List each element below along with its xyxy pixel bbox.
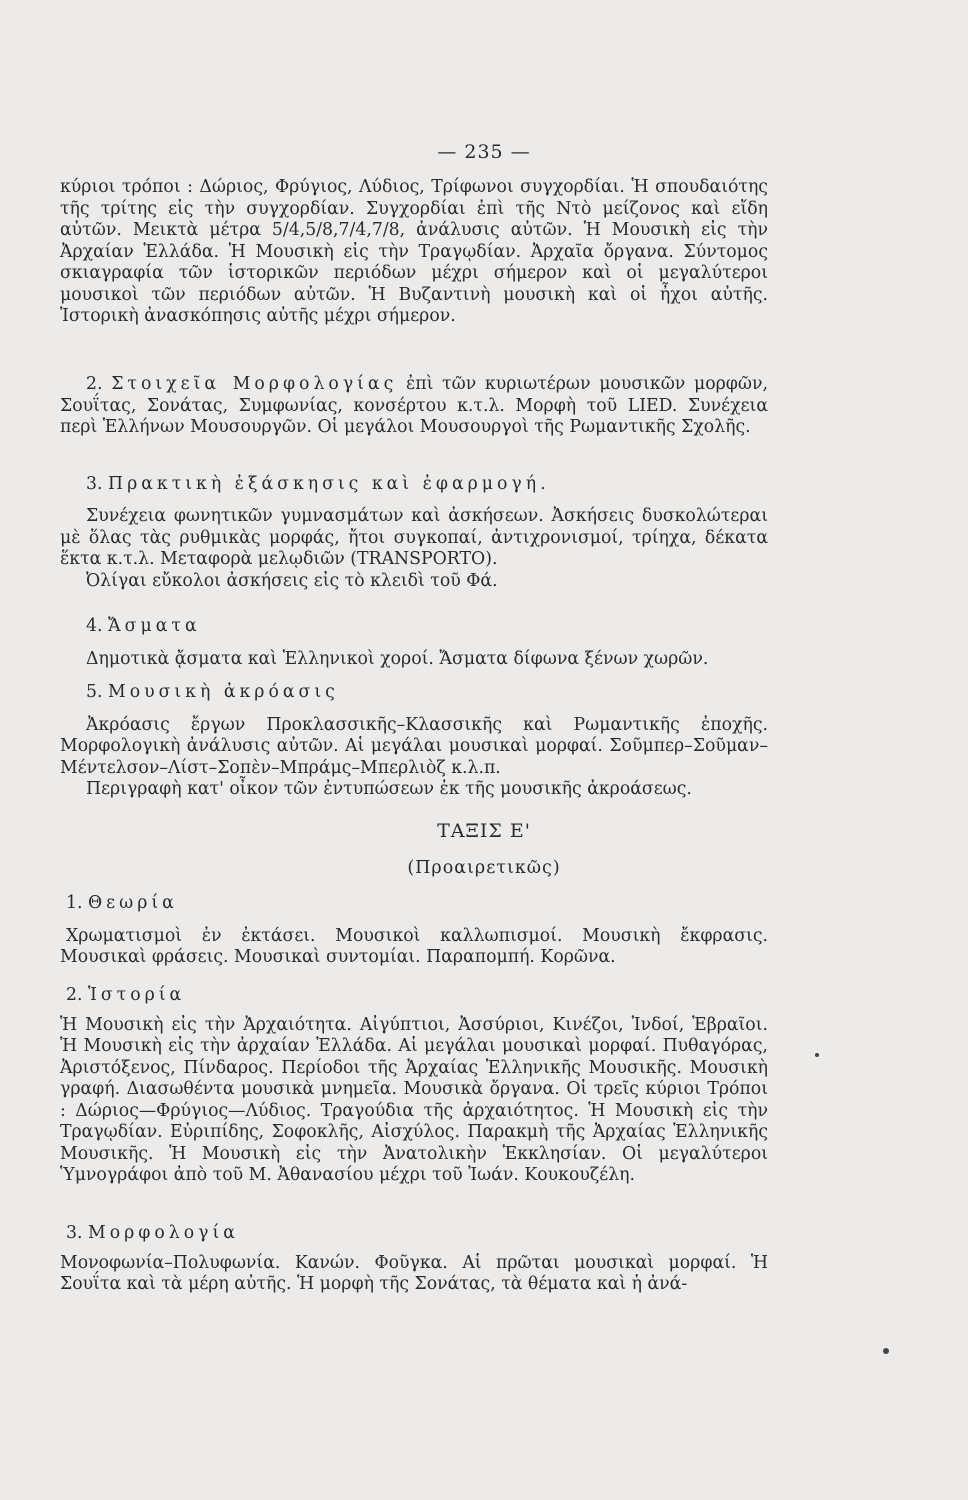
e-section-2-heading-line: [60, 985, 768, 1007]
section-4-heading-line: [60, 616, 768, 638]
section-3-text2: Ὀλίγαι εὔκολοι ἀσκήσεις εἰς τὸ κλειδὶ τοῦ Φά.: [86, 570, 498, 591]
e-section-2-number: 2.: [66, 985, 83, 1005]
section-5-text2: Περιγραφὴ κατ' οἶκον τῶν ἐντυπώσεων ἐκ τῆς μουσικῆς ἀκροάσεως.: [86, 779, 692, 799]
class-subtitle: (Προαιρετικῶς): [407, 858, 561, 878]
e-section-3-number: 3.: [66, 1223, 83, 1243]
e-section-3: [60, 1223, 768, 1296]
section-2-number: 2.: [86, 374, 103, 394]
section-3-text: Συνέχεια φωνητικῶν γυμνασμάτων καὶ ἀσκήσεων. Ἀσκήσεις δυσκολώτεραι μὲ ὅλας τὰς ρυθμικὰς μορφάς, ἤτοι συγκοπαί, ἀντιχρονισμοί, τρίηχα, δέκατα ἕκτα κ.τ.λ. Μεταφορὰ μελῳδιῶν (TRANSPORTO).: [60, 506, 768, 569]
stray-dot: [815, 1053, 819, 1057]
section-3-number: 3.: [86, 474, 103, 494]
e-section-3-text: Μονοφωνία–Πολυφωνία. Κανών. Φοῦγκα. Αἱ πρῶται μουσικαὶ μορφαί. Ἡ Σουΐτα καὶ τὰ μέρη αὐτῆς. Ἡ μορφὴ τῆς Σονάτας, τὰ θέματα καὶ ἡ ἀνά-: [60, 1252, 768, 1294]
section-5-heading-line: [60, 682, 768, 704]
section-3-heading-line: [60, 474, 768, 496]
section-2-text: ἐπὶ τῶν κυριωτέρων μουσικῶν μορφῶν, Σουΐτας, Σονάτας, Συμφωνίας, κονσέρτου κ.τ.λ. Μορφὴ τοῦ LIED. Συνέχεια περὶ Ἑλλήνων Μουσουργῶν. Οἱ μεγάλοι Μουσουργοὶ τῆς Ρωμαντικῆς Σχολῆς.: [60, 374, 768, 437]
section-2: [60, 374, 768, 439]
stray-mark: [883, 1348, 889, 1354]
section-5-number: 5.: [86, 682, 103, 702]
e-section-3-heading: Μορφολογία: [88, 1223, 239, 1243]
class-title: ΤΑΞΙΣ Ε': [437, 820, 531, 842]
top-paragraph: κύριοι τρόποι : Δώριος, Φρύγιος, Λύδιος, Τρίφωνοι συγχορδίαι. Ἡ σπουδαιότης τῆς τρίτης εἰς τὴν συγχορδίαν. Συγχορδίαι ἐπὶ τῆς Ντὸ μείζονος καὶ εἴδη αὐτῶν. Μεικτὰ μέτρα 5/4,5/8,7/4,7/8, ἀνάλυσις αὐτῶν. Ἡ Μουσικὴ εἰς τὴν Ἀρχαίαν Ἑλλάδα. Ἡ Μουσικὴ εἰς τὴν Τραγῳδίαν. Ἀρχαῖα ὄργανα. Σύντομος σκιαγραφία τῶν ἱστορικῶν περιόδων μέχρι σήμερον καὶ οἱ μεγαλύτεροι μουσικοὶ τῶν περιόδων αὐτῶν. Ἡ Βυζαντινὴ μουσικὴ καὶ οἱ ἦχοι αὐτῆς. Ἱστορικὴ ἀνασκόπησις αὐτῆς μέχρι σήμερον.: [60, 177, 768, 326]
section-4-number: 4.: [86, 616, 103, 636]
section-2-paragraph: [60, 374, 768, 439]
page-number: — 235 —: [437, 141, 531, 163]
section-3: [60, 474, 768, 496]
e-section-2-text: Ἡ Μουσικὴ εἰς τὴν Ἀρχαιότητα. Αἰγύπτιοι, Ἀσσύριοι, Κινέζοι, Ἰνδοί, Ἑβραῖοι. Ἡ Μουσικὴ εἰς τὴν ἀρχαίαν Ἑλλάδα. Αἱ μεγάλαι μουσικαὶ μορφαί. Πυθαγόρας, Ἀριστόξενος, Πίνδαρος. Περίοδοι τῆς Ἀρχαίας Ἑλληνικῆς Μουσικῆς. Μουσικὴ γραφή. Διασωθέντα μουσικὰ μνημεῖα. Μουσικὰ ὄργανα. Οἱ τρεῖς κύριοι Τρόποι : Δώριος—Φρύγιος—Λύδιος. Τραγούδια τῆς ἀρχαιότητος. Ἡ Μουσικὴ εἰς τὴν Τραγῳδίαν. Εὐριπίδης, Σοφοκλῆς, Αἰσχύλος. Παρακμὴ τῆς Ἀρχαίας Ἑλληνικῆς Μουσικῆς. Ἡ Μουσικὴ εἰς τὴν Ἀνατολικὴν Ἐκκλησίαν. Οἱ μεγαλύτεροι Ὑμνογράφοι ἀπὸ τοῦ Μ. Ἀθανασίου μέχρι τοῦ Ἰωάν. Κουκουζέλη.: [60, 1014, 768, 1185]
section-3-heading: Πρακτικὴ ἐξάσκησις καὶ ἐφαρμογή.: [108, 474, 550, 494]
section-3-body: [60, 506, 768, 592]
section-5-heading: Μουσικὴ ἀκρόασις: [108, 682, 339, 702]
top-paragraph-block: [60, 177, 768, 328]
section-4: [60, 616, 768, 670]
section-4-heading: Ἄσματα: [108, 616, 201, 636]
section-2-heading: Στοιχεῖα Μορφολογίας: [111, 374, 398, 394]
e-section-2-heading: Ἱστορία: [88, 985, 186, 1005]
e-section-1-number: 1.: [66, 893, 83, 913]
e-section-2: [60, 985, 768, 1187]
section-4-text: Δημοτικὰ ᾄσματα καὶ Ἑλληνικοὶ χοροί. Ἄσματα δίφωνα ξένων χωρῶν.: [86, 648, 709, 669]
e-section-1-text: Χρωματισμοὶ ἐν ἐκτάσει. Μουσικοὶ καλλωπισμοί. Μουσικὴ ἔκφρασις. Μουσικαὶ φράσεις. Μουσικαὶ συντομίαι. Παραπομπή. Κορῶνα.: [60, 925, 768, 967]
e-section-1-heading: Θεωρία: [88, 893, 178, 913]
e-section-3-heading-line: [60, 1223, 768, 1245]
section-5: [60, 682, 768, 801]
e-section-1: [60, 893, 768, 969]
section-5-text: Ἀκρόασις ἔργων Προκλασσικῆς–Κλασσικῆς καὶ Ρωμαντικῆς ἐποχῆς. Μορφολογικὴ ἀνάλυσις αὐτῶν. Αἱ μεγάλαι μουσικαὶ μορφαί. Σοῦμπερ–Σοῦμαν–Μέντελσον–Λίστ–Σοπὲν–Μπράμς–Μπερλιὸζ κ.λ.π.: [60, 714, 768, 778]
e-section-1-heading-line: [60, 893, 768, 915]
